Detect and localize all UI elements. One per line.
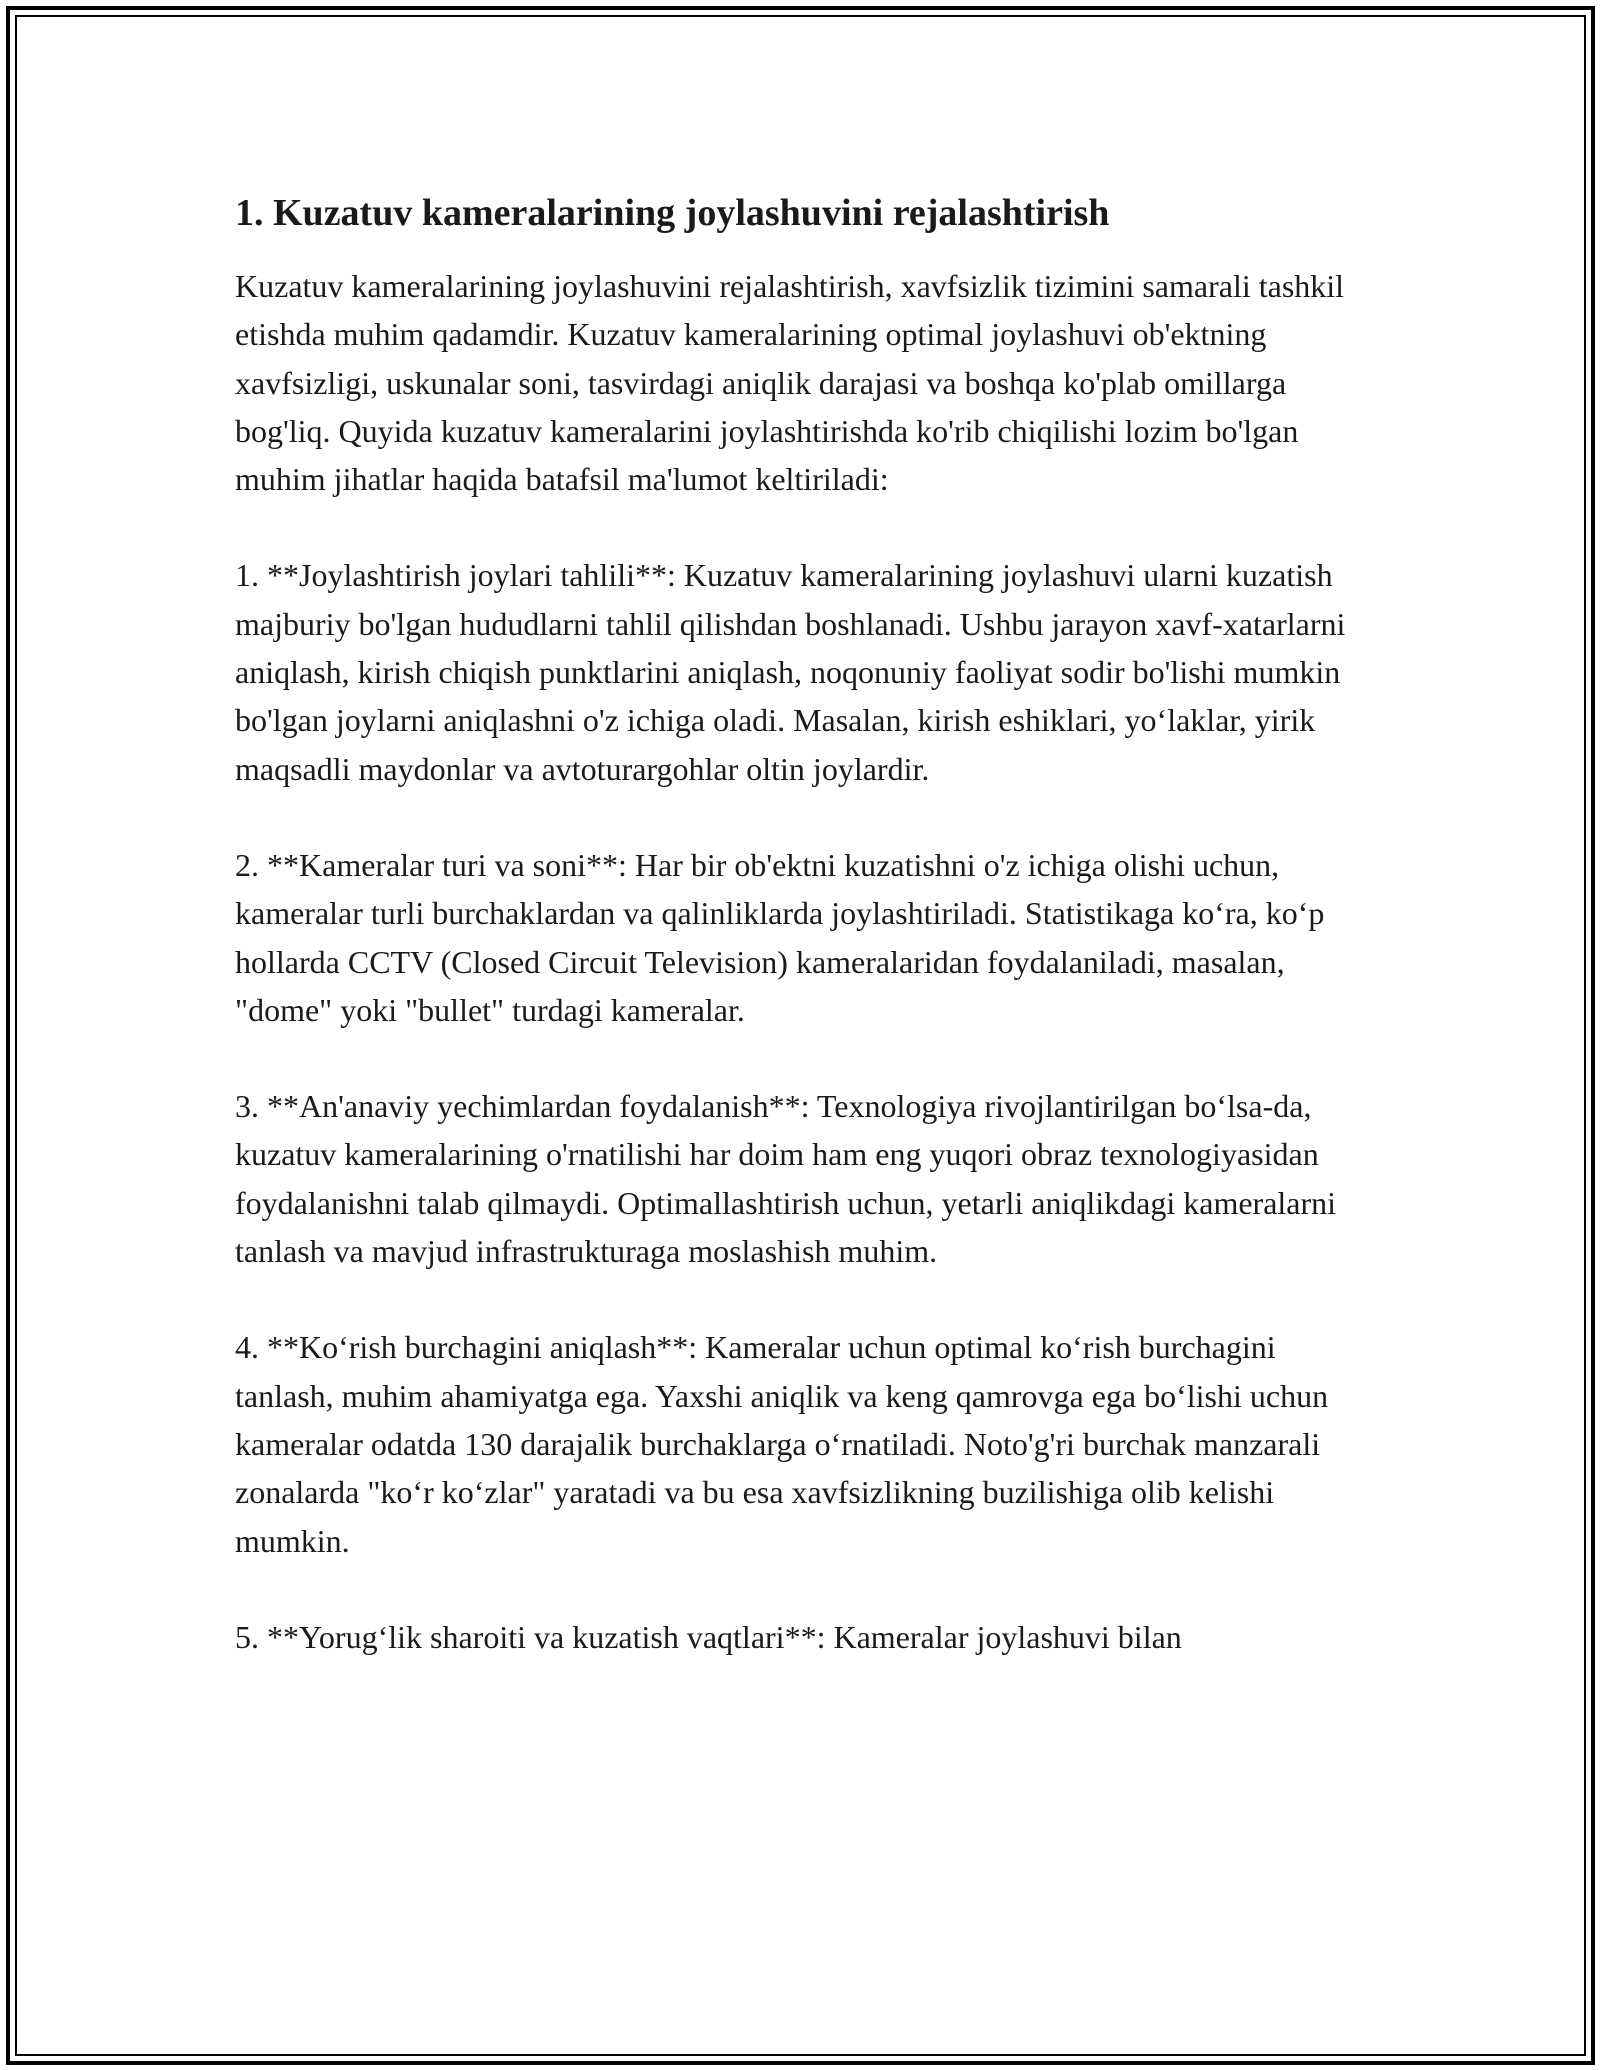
list-item-1-paragraph: 1. **Joylashtirish joylari tahlili**: Kuzatuv kameralarining joylashuvi ularni kuzatish majburiy bo'lgan hududlarni tahlil qilishdan boshlanadi. Ushbu jarayon xavf-xatarlarni aniqlash, kirish chiqish punktlarini aniqlash, noqonuniy faoliyat sodir bo'lishi mumkin bo'lgan joylarni aniqlashni o'z ichiga oladi. Masalan, kirish eshiklari, yo‘laklar, yirik maqsadli maydonlar va avtoturargohlar oltin joylardir. (235, 557, 1346, 787)
document-title: 1. Kuzatuv kameralarining joylashuvini rejalashtirish (235, 192, 1110, 234)
list-item-3-paragraph: 3. **An'anaviy yechimlardan foydalanish**: Texnologiya rivojlantirilgan bo‘lsa-da, kuzatuv kameralarining o'rnatilishi har doim ham eng yuqori obraz texnologiyasidan foydalanishni talab qilmaydi. Optimallashtirish uchun, yetarli aniqlikdagi kameralarni tanlash va mavjud infrastrukturaga moslashish muhim. (235, 1088, 1337, 1270)
list-item-5-paragraph: 5. **Yorug‘lik sharoiti va kuzatish vaqtlari**: Kameralar joylashuvi bilan (235, 1618, 1182, 1655)
list-item-4-paragraph: 4. **Ko‘rish burchagini aniqlash**: Kameralar uchun optimal ko‘rish burchagini tanlash, muhim ahamiyatga ega. Yaxshi aniqlik va keng qamrovga ega bo‘lishi uchun kameralar odatda 130 darajalik burchaklarga o‘rnatiladi. Noto'g'ri burchak manzarali zonalarda "ko‘r ko‘zlar" yaratadi va bu esa xavfsizlikning buzilishiga olib kelishi mumkin. (235, 1329, 1329, 1559)
document-body (235, 188, 1365, 1709)
list-item-2-paragraph: 2. **Kameralar turi va soni**: Har bir ob'ektni kuzatishni o'z ichiga olishi uchun, kameralar turli burchaklardan va qalinliklarda joylashtiriladi. Statistikaga ko‘ra, ko‘p hollarda CCTV (Closed Circuit Television) kameralaridan foydalaniladi, masalan, "dome" yoki "bullet" turdagi kameralar. (235, 846, 1325, 1028)
intro-paragraph: Kuzatuv kameralarining joylashuvini rejalashtirish, xavfsizlik tizimini samarali tashkil etishda muhim qadamdir. Kuzatuv kameralarining optimal joylashuvi ob'ektning xavfsizligi, uskunalar soni, tasvirdagi aniqlik darajasi va boshqa ko'plab omillarga bog'liq. Quyida kuzatuv kameralarini joylashtirishda ko'rib chiqilishi lozim bo'lgan muhim jihatlar haqida batafsil ma'lumot keltiriladi: (235, 268, 1345, 498)
